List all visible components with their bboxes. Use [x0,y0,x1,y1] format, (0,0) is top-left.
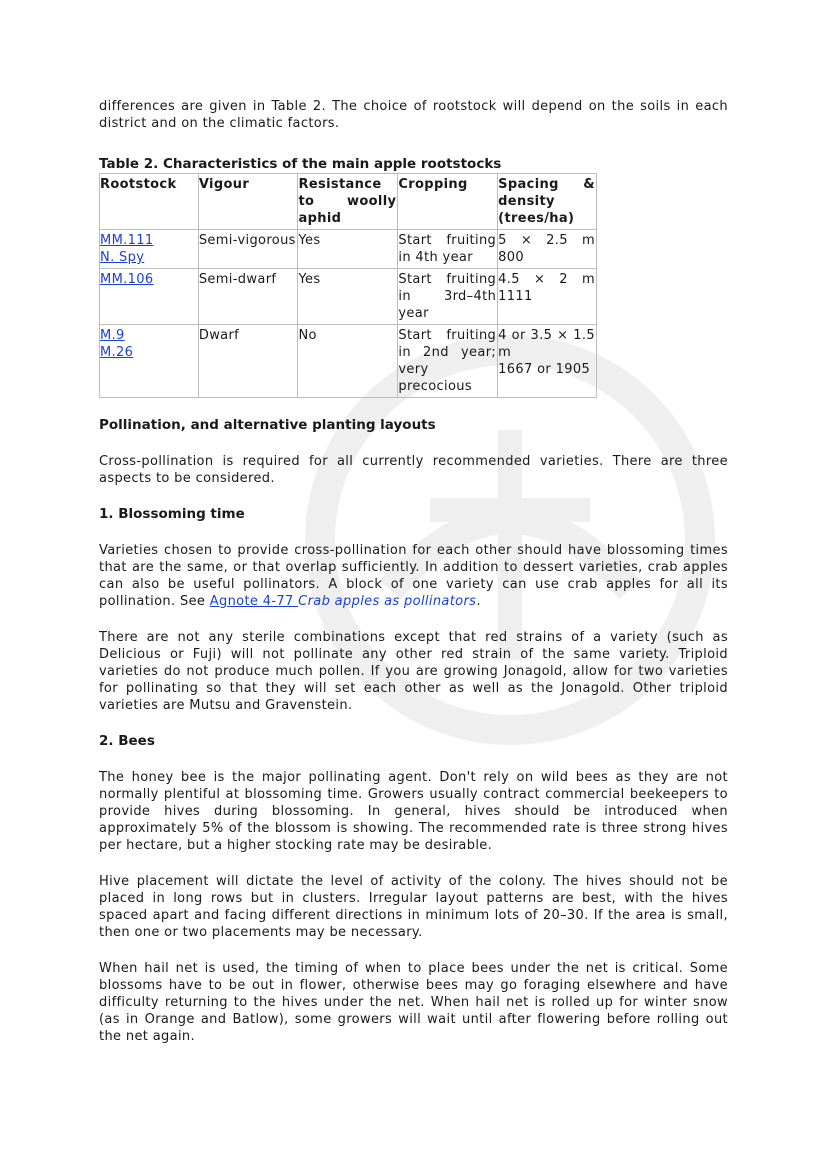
resistance-cell: No [298,325,398,398]
density-value: 800 [498,250,525,265]
cropping-cell: Start fruiting in 2nd year; very precocious [398,325,498,398]
rootstock-link[interactable]: M.9 [100,328,125,343]
heading-blossoming-time: 1. Blossoming time [99,506,245,522]
intro-paragraph: differences are given in Table 2. The choice of rootstock will depend on the soils in each district and on the climatic factors. [99,99,728,131]
density-value: 1667 or 1905 [498,362,591,377]
spacing-value: 4.5 × 2 m [498,272,595,287]
document-page [99,98,728,1045]
spacing-cell [498,269,597,325]
cropping-cell: Start fruiting in 4th year [398,230,498,269]
bees-paragraph-3: When hail net is used, the timing of when to place bees under the net is critical. Some blossoms have to be out in flower, otherwise bees may go foraging elsewhere and have difficulty returning to the hives under the net. When hail net is rolled up for winter snow (as in Orange and Batlow), some growers will wait until after flowering before rolling out the net again. [99,961,728,1044]
col-header-rootstock: Rootstock [100,174,199,230]
cropping-cell: Start fruiting in 3rd–4th year [398,269,498,325]
rootstock-link[interactable]: MM.111 [100,233,154,248]
resistance-cell: Yes [298,269,398,325]
bees-paragraph-2: Hive placement will dictate the level of activity of the colony. The hives should not be placed in long rows but in clusters. Irregular layout patterns are best, with the hives spaced apart and facing different directions in minimum lots of 20–30. If the area is small, then one or two placements may be necessary. [99,874,728,940]
col-header-resistance: Resistance to woolly aphid [298,174,398,230]
rootstock-link[interactable]: N. Spy [100,250,145,265]
vigour-cell: Semi-dwarf [198,269,298,325]
spacing-value: 4 or 3.5 × 1.5 m [498,328,595,360]
col-header-vigour: Vigour [198,174,298,230]
col-header-cropping: Cropping [398,174,498,230]
spacing-cell [498,325,597,398]
spacing-value: 5 × 2.5 m [498,233,595,248]
col-header-spacing: Spacing & density (trees/ha) [498,174,597,230]
table-header-row [100,174,597,230]
density-value: 1111 [498,289,533,304]
table-caption: Table 2. Characteristics of the main apple rootstocks [99,156,502,172]
spacing-cell [498,230,597,269]
blossoming-paragraph-1 [99,542,728,610]
rootstocks-table [99,155,597,398]
agnote-link[interactable]: Agnote 4-77 [209,594,299,609]
vigour-cell: Dwarf [198,325,298,398]
rootstock-cell [100,269,199,325]
pollination-paragraph: Cross-pollination is required for all currently recommended varieties. There are three aspects to be considered. [99,454,728,486]
blossoming-paragraph-2: There are not any sterile combinations except that red strains of a variety (such as Delicious or Fuji) will not pollinate any other red strain of the same variety. Triploid varieties do not produce much pollen. If you are growing Jonagold, allow for two varieties for pollinating so that they will set each other as well as the Jonagold. Other triploid varieties are Mutsu and Gravenstein. [99,630,728,713]
rootstock-cell [100,230,199,269]
table-row [100,269,597,325]
heading-bees: 2. Bees [99,733,155,749]
heading-pollination: Pollination, and alternative planting layouts [99,417,436,433]
bees-paragraph-1: The honey bee is the major pollinating agent. Don't rely on wild bees as they are not normally plentiful at blossoming time. Growers usually contract commercial beekeepers to provide hives during blossoming. In general, hives should be introduced when approximately 5% of the blossom is showing. The recommended rate is three strong hives per hectare, but a higher stocking rate may be desirable. [99,770,728,853]
rootstock-link[interactable]: M.26 [100,345,134,360]
resistance-cell: Yes [298,230,398,269]
rootstock-link[interactable]: MM.106 [100,272,154,287]
blossoming-text: Varieties chosen to provide cross-pollination for each other should have blossoming times that are the same, or that overlap sufficiently. In addition to dessert varieties, crab apples can also be useful pollinators. A block of one variety can use crab apples for all its pollination. See [99,543,728,609]
table-row [100,325,597,398]
agnote-title[interactable]: Crab apples as pollinators [298,594,477,609]
vigour-cell: Semi-vigorous [198,230,298,269]
blossoming-end: . [476,594,481,609]
table-row [100,230,597,269]
rootstock-cell [100,325,199,398]
